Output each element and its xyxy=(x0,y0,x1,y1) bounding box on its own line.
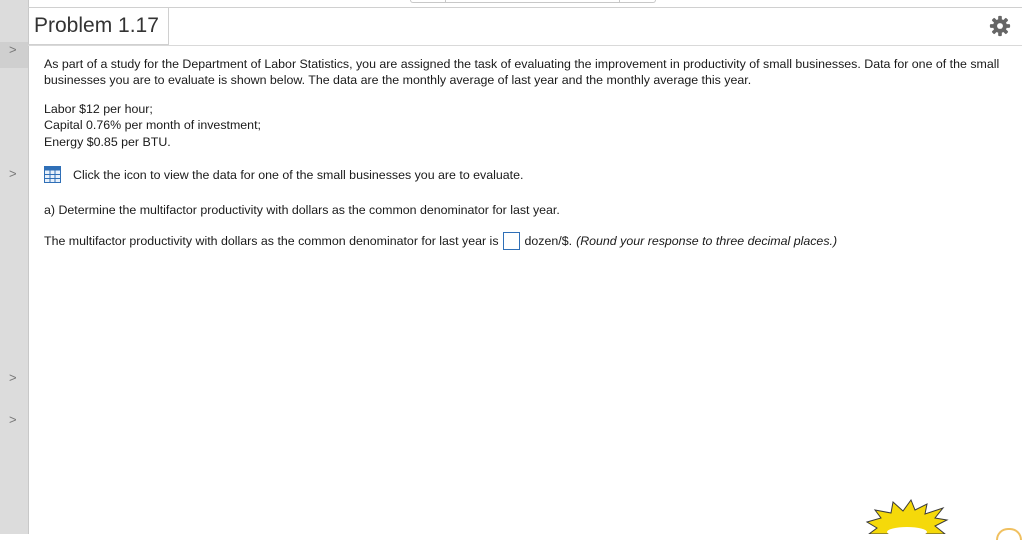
left-gutter xyxy=(0,0,29,534)
chevron-right-icon[interactable]: > xyxy=(0,42,28,68)
chevron-right-icon[interactable]: > xyxy=(9,370,17,385)
problem-content xyxy=(44,56,1004,248)
answer-unit: dozen/$. xyxy=(524,234,573,248)
top-divider xyxy=(28,7,1022,8)
rounding-instruction: (Round your response to three decimal places.) xyxy=(576,234,838,248)
chevron-right-icon[interactable]: > xyxy=(9,412,17,427)
problem-intro: As part of a study for the Department of Labor Statistics, you are assigned the task of evaluating the improvement in productivity of small businesses. Data for one of the small businesses you are to evaluate is shown below. The data are the monthly average of last year and the monthly average this year. xyxy=(44,57,1000,87)
given-labor: Labor $12 per hour; xyxy=(44,102,153,116)
answer-prefix: The multifactor productivity with dollars as the common denominator for last year is xyxy=(44,234,499,248)
data-link-text: Click the icon to view the data for one of the small businesses you are to evaluate. xyxy=(73,167,524,182)
given-energy: Energy $0.85 per BTU. xyxy=(44,134,171,149)
help-bubble-icon[interactable] xyxy=(996,528,1022,540)
chevron-right-icon[interactable]: > xyxy=(9,166,17,181)
given-capital: Capital 0.76% per month of investment; xyxy=(44,118,261,133)
top-tab-strip[interactable] xyxy=(410,0,656,3)
star-burst-mascot[interactable] xyxy=(865,498,949,534)
header-divider xyxy=(28,45,1022,46)
gear-icon[interactable] xyxy=(989,15,1011,37)
page-title: Problem 1.17 xyxy=(34,14,159,37)
table-grid-icon[interactable] xyxy=(44,166,61,183)
data-link-row xyxy=(44,166,523,183)
givens-list xyxy=(44,101,261,150)
answer-row xyxy=(44,232,837,250)
question-a: a) Determine the multifactor productivity with dollars as the common denominator for last year. xyxy=(44,203,560,217)
answer-input[interactable] xyxy=(503,232,520,250)
